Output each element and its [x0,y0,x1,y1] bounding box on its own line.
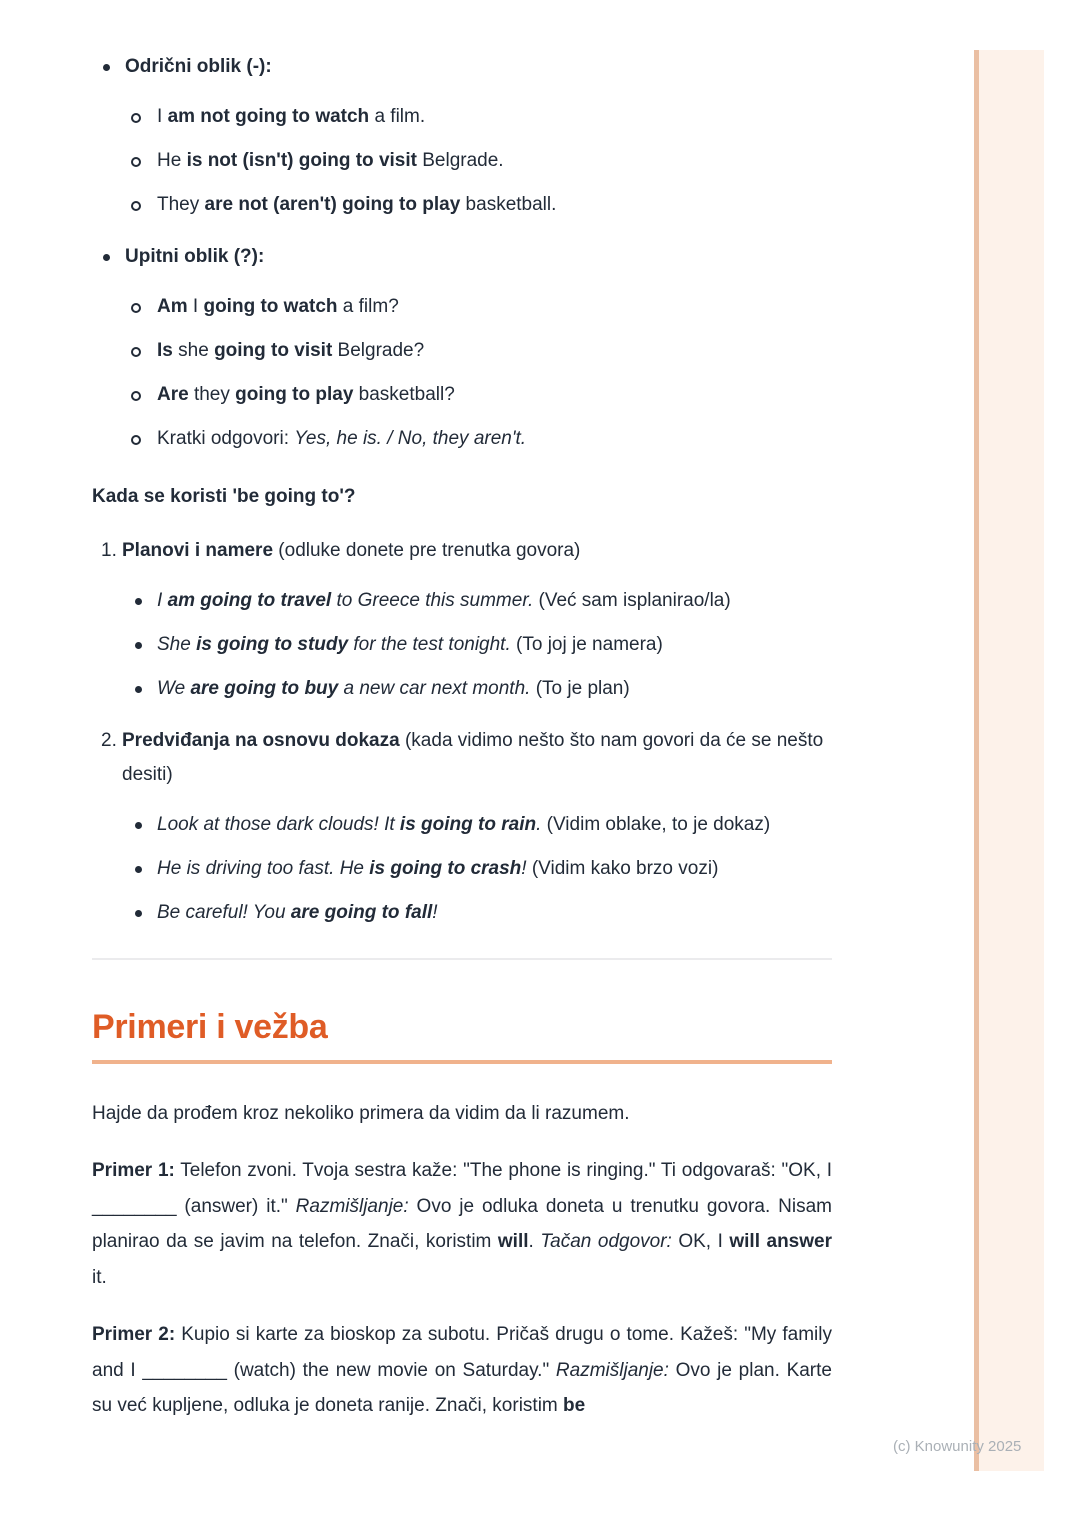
list-item [125,144,832,178]
negative-form-examples [125,100,832,222]
rule-number: 2. [101,730,117,751]
negative-form-title: Odrični oblik (-): [92,50,832,84]
example-sentence: Is she going to visit Belgrade? [125,334,832,368]
example-sentence: She is going to study for the test tonight. (To joj je namera) [122,628,832,662]
example-sentence: I am not going to watch a film. [125,100,832,134]
copyright-watermark: (c) Knowunity 2025 [893,1438,1022,1455]
list-item [122,896,832,930]
example-sentence: Am I going to watch a film? [125,290,832,324]
list-item [125,100,832,134]
example-sentence: He is not (isn't) going to visit Belgrade. [125,144,832,178]
example-sentence: They are not (aren't) going to play basketball. [125,188,832,222]
list-item [122,808,832,842]
rule-examples [122,808,832,930]
example-sentence: We are going to buy a new car next month. (To je plan) [122,672,832,706]
list-item [122,628,832,662]
example-sentence: Be careful! You are going to fall! [122,896,832,930]
example-sentence: Are they going to play basketball? [125,378,832,412]
list-item [125,188,832,222]
list-item [125,334,832,368]
usage-subheading: Kada se koristi 'be going to'? [92,486,356,507]
example-sentence: Look at those dark clouds! It is going to rain. (Vidim oblake, to je dokaz) [122,808,832,842]
numbered-rule-predictions [92,724,832,930]
list-item [122,852,832,886]
example-sentence: He is driving too fast. He is going to crash! (Vidim kako brzo vozi) [122,852,832,886]
rule-number: 1. [101,540,117,561]
page-edge-strip [974,50,1044,1471]
practice-section-heading: Primeri i vežba [92,1008,832,1064]
list-item [122,584,832,618]
example-sentence: I am going to travel to Greece this summer. (Već sam isplanirao/la) [122,584,832,618]
list-item [125,378,832,412]
section-divider [92,958,832,960]
primer-2-paragraph: Primer 2: Kupio si karte za bioskop za subotu. Pričaš drugu o tome. Kažeš: "My family and I ________ (watch) the new movie on Saturday." Razmišljanje: Ovo je plan. Karte su već kupljene, odluka je doneta ranije. Znači, koristim be [92,1324,832,1416]
list-item-question-form [92,240,832,456]
usage-rules-list [92,534,832,930]
grammar-forms-list [92,50,832,456]
practice-intro-paragraph: Hajde da prođem kroz nekoliko primera da vidim da li razumem. [92,1103,630,1124]
document-content [92,50,832,1424]
rule-examples [122,584,832,706]
short-answers-note: Kratki odgovori: Yes, he is. / No, they aren't. [125,422,832,456]
rule-title: Predviđanja na osnovu dokaza (kada vidimo nešto što nam govori da će se nešto desiti) [122,730,824,785]
numbered-rule-plans [92,534,832,706]
list-item [125,422,832,456]
primer-1-paragraph: Primer 1: Telefon zvoni. Tvoja sestra kaže: "The phone is ringing." Ti odgovaraš: "OK, I ________ (answer) it." Razmišljanje: Ovo je odluka doneta u trenutku govora. Nisam planirao da se javim na telefon. Znači, koristim will. Tačan odgovor: OK, I will answer it. [92,1160,833,1288]
list-item [125,290,832,324]
question-form-examples [125,290,832,456]
list-item [122,672,832,706]
question-form-title: Upitni oblik (?): [92,240,832,274]
rule-title: Planovi i namere (odluke donete pre trenutka govora) [122,540,581,561]
list-item-negative-form [92,50,832,222]
